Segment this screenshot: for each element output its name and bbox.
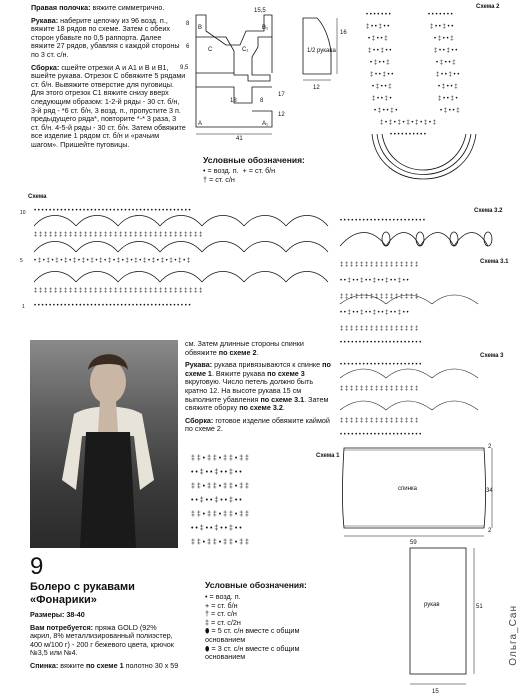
pattern-half-sleeve	[297, 14, 357, 94]
para-text: наберите цепочку из 96 возд. п., вяжите 18 рядов по схеме. Затем с обеих сторон убавьте по 0,5 раппорта. Далее вяжите 27 рядов, убавляя с каждой стороны по 3 ст. с/н.	[31, 15, 180, 59]
article-number: 9	[30, 553, 44, 580]
svg-text:‡ • • ‡ • •: ‡ • • ‡ • •	[430, 24, 454, 30]
svg-text:• ‡ • • ‡: • ‡ • • ‡	[436, 60, 456, 66]
scheme-wide-label: Схема	[28, 194, 47, 200]
svg-text:‡ ‡ ‡ ‡ ‡ ‡ ‡ ‡ ‡ ‡ ‡ ‡ ‡ ‡ ‡: ‡ ‡ ‡ ‡ ‡ ‡ ‡ ‡ ‡ ‡ ‡ ‡ ‡ ‡ ‡ ‡	[340, 294, 419, 300]
svg-text:‡ • • ‡ • •: ‡ • • ‡ • •	[368, 48, 392, 54]
middle-instructions	[185, 340, 333, 434]
svg-text:• • ‡ • • ‡ • • ‡ • •: • • ‡ • • ‡ • • ‡ • •	[191, 525, 242, 532]
row-number-1: 1	[22, 304, 25, 310]
para-bold: по схеме 2	[218, 347, 257, 357]
svg-text:‡ ‡ ‡ ‡ ‡ ‡ ‡ ‡ ‡ ‡ ‡ ‡ ‡ ‡ ‡: ‡ ‡ ‡ ‡ ‡ ‡ ‡ ‡ ‡ ‡ ‡ ‡ ‡ ‡ ‡ ‡	[340, 262, 419, 268]
model-photo	[30, 340, 178, 548]
scheme-2-diagram	[360, 4, 480, 194]
dim-2a: 2	[488, 444, 492, 450]
para-text: см. Затем длинные стороны спинки обвяжите	[185, 339, 304, 357]
para-text: вкруговую. Число петель должно быть кратно 12. На высоте рукава 15 см выполните убавления	[185, 377, 314, 404]
label-A1: A₁	[262, 121, 269, 127]
svg-text:• ‡ • • ‡: • ‡ • • ‡	[434, 36, 454, 42]
dim-17: 17	[278, 92, 285, 98]
svg-text:‡ • • ‡ • •: ‡ • • ‡ • •	[370, 72, 394, 78]
legend-item: = возд. п.	[207, 166, 239, 175]
single-crochet-icon: +	[205, 600, 210, 610]
svg-text:• ‡ • • ‡ •: • ‡ • • ‡ •	[374, 108, 398, 114]
materials-text: пряжа GOLD (92% акрил, 8% металлизированный полиэстер, 400 м/100 г) - 200 г бежевого цвета, крючок №3,5 или №4.	[30, 622, 174, 658]
svg-text:• • ‡ • • ‡ • • ‡ • •: • • ‡ • • ‡ • • ‡ • •	[191, 469, 242, 476]
materials-head: Вам потребуется:	[30, 622, 94, 632]
para-bold: по схеме 3.1	[260, 394, 305, 404]
svg-text:‡ • • ‡ •: ‡ • • ‡ •	[438, 96, 458, 102]
svg-text:‡ • • ‡ • •: ‡ • • ‡ • •	[436, 72, 460, 78]
dim-51: 51	[476, 604, 483, 610]
svg-text:‡ • • ‡ • •: ‡ • • ‡ • •	[434, 48, 458, 54]
legend-bottom	[205, 580, 325, 662]
para-text: сшейте отрезки А и А1 и В и В1, вшейте рукава. Отрезок С обвяжите 5 рядами ст. б/н. Вывяжите отверстие для пуговицы. Для этого отрезок С1 вяжите снизу вверх следующим образом: 1-2-й ряды - 30 ст. б/н, 3-й ряд - *6 ст. б/н, 3 возд. п., пропустите 3 п. предыдущего ряда*, повторите *-* 3 раза, 3 ст. б/н. 4-5-й ряды - 30 ст. б/н. Затем обвяжите все изделие 1 рядом ст. б/н и «рачьим шагом». Пришейте пуговицы.	[31, 62, 186, 149]
para-text: вяжите симметрично.	[92, 3, 165, 12]
para-head: Правая полочка:	[31, 3, 91, 12]
row-number-5: 5	[20, 258, 23, 264]
svg-text:‡ • • ‡ • •: ‡ • • ‡ • •	[366, 24, 390, 30]
dim-16: 16	[340, 30, 347, 36]
dim-9-5: 9,5	[180, 65, 189, 71]
svg-text:• ‡ • • ‡: • ‡ • • ‡	[438, 84, 458, 90]
label-A: A	[198, 121, 203, 127]
para-head: Рукава:	[31, 15, 59, 25]
legend-bottom-item-3: † = ст. с/н	[205, 609, 237, 619]
label-sleeve: рукав	[424, 602, 440, 608]
sizes-value: 38-40	[66, 610, 85, 619]
svg-text:• • ‡ • • ‡ • • ‡ • • ‡ • • ‡: • • ‡ • • ‡ • • ‡ • • ‡ • • ‡ • •	[340, 278, 409, 284]
legend-top	[203, 155, 333, 184]
watermark: Ольга_Сан	[508, 605, 519, 666]
svg-text:• • • • • • • • • • • • • • •: • • • • • • • • • • • • • • • • • • • • • •	[340, 432, 422, 438]
svg-text:‡ • • ‡ •: ‡ • • ‡ •	[372, 96, 392, 102]
svg-text:‡ ‡ ‡ ‡ ‡ ‡ ‡ ‡ ‡ ‡ ‡ ‡ ‡ ‡ ‡: ‡ ‡ ‡ ‡ ‡ ‡ ‡ ‡ ‡ ‡ ‡ ‡ ‡ ‡ ‡ ‡	[340, 418, 419, 424]
back-head: Спинка:	[30, 660, 59, 670]
para-text: . Вяжите рукава	[211, 368, 266, 378]
svg-text:• ‡ • • ‡: • ‡ • • ‡	[368, 36, 388, 42]
dim-12: 12	[278, 112, 285, 118]
legend-bottom-title: Условные обозначения:	[205, 580, 307, 590]
svg-text:‡ ‡ • ‡ ‡ • ‡ ‡ • ‡ ‡: ‡ ‡ • ‡ ‡ • ‡ ‡ • ‡ ‡	[191, 511, 249, 518]
svg-text:‡ • ‡ • ‡ • ‡ • ‡ • ‡ • ‡: ‡ • ‡ • ‡ • ‡ • ‡ • ‡ • ‡	[380, 120, 436, 126]
para-text: рукава привязываются к спинке	[214, 360, 321, 370]
svg-text:‡ ‡ ‡ ‡ ‡ ‡ ‡ ‡ ‡ ‡ ‡ ‡ ‡ ‡ ‡: ‡ ‡ ‡ ‡ ‡ ‡ ‡ ‡ ‡ ‡ ‡ ‡ ‡ ‡ ‡ ‡	[340, 326, 419, 332]
svg-text:• • • • • • • • • • • • • • •: • • • • • • • • • • • • • • • • • • • • • • • • • • • • • • • • • • • • • • • • • •	[34, 208, 191, 214]
dim-15-5: 15,5	[254, 8, 266, 14]
legend-bottom-item-2: + = ст. б/н	[205, 600, 238, 610]
label-B: B	[198, 25, 203, 31]
label-C1: C₁	[242, 47, 249, 53]
label-half-sleeve-1: 1/2 рукава	[307, 48, 336, 54]
paragraph-assembly-2	[185, 417, 333, 434]
dim-18: 18	[230, 98, 237, 104]
treble-crochet-icon: ‡	[205, 617, 209, 627]
svg-text:• • • • • • • • • • • • • • •: • • • • • • • • • • • • • • • • • • • • • •	[340, 340, 422, 346]
row-number-10: 10	[20, 210, 26, 216]
dim-8: 8	[186, 21, 190, 27]
article-sizes	[30, 611, 180, 620]
para-bold: по схеме 1	[185, 360, 331, 378]
paragraph-right-front	[31, 4, 186, 13]
paragraph-assembly	[31, 64, 186, 150]
back-text-2: полотно 30 х 59	[125, 660, 179, 670]
legend-bottom-item-1: • = возд. п.	[205, 592, 241, 601]
scheme-1-diagram	[340, 440, 500, 695]
label-B1: B₁	[262, 25, 269, 31]
svg-text:• • • • • • •: • • • • • • •	[428, 12, 453, 18]
paragraph-sleeves-2: Рукава: рукава привязываются к спинке по схеме 1. Вяжите рукава по схеме 3 вкруговую. Число петель должно быть кратно 12. На высоте рукава 15 см выполните убавления по схеме 3.1. Затем свяжите оборку по схеме 3.2.	[185, 360, 331, 413]
svg-text:• • • • • • • • • • • • • • •: • • • • • • • • • • • • • • • • • • • • • • •	[340, 218, 425, 224]
para-head: Сборка:	[185, 415, 214, 425]
svg-text:• • • • • • • • • • • • • • •: • • • • • • • • • • • • • • • • • • • • • • • • • • • • • • • • • • • • • • • • • •	[34, 303, 191, 309]
dim-34: 34	[486, 488, 493, 494]
svg-text:• ‡ • • ‡: • ‡ • • ‡	[372, 84, 392, 90]
back-text: вяжите	[60, 660, 84, 670]
para-text: готовое изделие обвяжите каймой по схеме 2.	[185, 415, 330, 434]
scheme-1-label: Схема 1	[316, 453, 340, 459]
lace-stitch-diagram	[187, 450, 297, 550]
chain-stitch-icon: •	[203, 166, 206, 175]
svg-text:• • ‡ • • ‡ • • ‡ • • ‡ • • ‡: • • ‡ • • ‡ • • ‡ • • ‡ • • ‡ • •	[340, 310, 409, 316]
five-dc-cluster-icon: ⬮	[205, 626, 210, 636]
article-materials	[30, 624, 180, 658]
sizes-head: Размеры:	[30, 610, 65, 619]
dim-12b: 12	[313, 85, 320, 91]
article-title-line-1: Болеро с рукавами	[30, 581, 135, 593]
para-bold: по схеме 3.2	[239, 403, 283, 413]
svg-text:‡ ‡ • ‡ ‡ • ‡ ‡ • ‡ ‡: ‡ ‡ • ‡ ‡ • ‡ ‡ • ‡ ‡	[191, 455, 249, 462]
paragraph-sleeves	[31, 17, 186, 60]
svg-text:• ‡ • • ‡: • ‡ • • ‡	[440, 108, 460, 114]
svg-text:• • • • • • • • • •: • • • • • • • • • •	[390, 132, 427, 138]
double-crochet-icon: †	[205, 609, 209, 619]
legend-item: = ст. с/н	[209, 174, 235, 184]
legend-item: + = ст. б/н	[242, 166, 276, 175]
dim-15: 15	[432, 689, 439, 695]
dim-2b: 2	[488, 528, 492, 534]
dim-41: 41	[236, 136, 243, 142]
label-C: C	[208, 47, 213, 53]
para-head: Рукава:	[185, 360, 213, 370]
scheme-3-2-diagram	[336, 214, 496, 254]
para-head: Сборка:	[31, 62, 60, 72]
scheme-3-1-diagram	[336, 256, 496, 346]
svg-text:‡ ‡ • ‡ ‡ • ‡ ‡ • ‡ ‡: ‡ ‡ • ‡ ‡ • ‡ ‡ • ‡ ‡	[191, 539, 249, 546]
dim-6: 6	[186, 44, 190, 50]
svg-text:• ‡ • ‡ • ‡ • ‡ • ‡ • ‡ • ‡ •: • ‡ • ‡ • ‡ • ‡ • ‡ • ‡ • ‡ • ‡ • ‡ • ‡ • ‡ • ‡ • ‡ • ‡ • ‡ • ‡ • ‡ • ‡	[34, 258, 191, 264]
legend-bottom-item-5: ⬮ = 5 ст. с/н вместе с общим основанием	[205, 626, 300, 644]
dim-59: 59	[410, 540, 417, 546]
scheme-3-label: Схема 3	[480, 353, 504, 359]
svg-text:• • • • • • •: • • • • • • •	[366, 12, 391, 18]
svg-text:‡ ‡ ‡ ‡ ‡ ‡ ‡ ‡ ‡ ‡ ‡ ‡ ‡ ‡ ‡: ‡ ‡ ‡ ‡ ‡ ‡ ‡ ‡ ‡ ‡ ‡ ‡ ‡ ‡ ‡ ‡	[340, 386, 419, 392]
chain-stitch-icon: •	[205, 592, 208, 601]
article-title-line-2: «Фонарики»	[30, 594, 97, 606]
label-back: спинка	[398, 486, 418, 492]
article-back	[30, 662, 180, 671]
svg-text:• ‡ • • ‡: • ‡ • • ‡	[370, 60, 390, 66]
scheme-3-diagram	[336, 358, 496, 440]
legend-top-row-2	[203, 176, 333, 185]
para-bold: по схеме 3	[267, 368, 305, 378]
svg-text:‡ ‡ • ‡ ‡ • ‡ ‡ • ‡ ‡: ‡ ‡ • ‡ ‡ • ‡ ‡ • ‡ ‡	[191, 483, 249, 490]
legend-top-title: Условные обозначения:	[203, 155, 305, 165]
article-block	[30, 553, 180, 671]
para-text: . Затем свяжите оборку	[185, 394, 329, 413]
three-dc-cluster-icon: ⬮	[205, 643, 210, 653]
model-photo-illustration	[30, 340, 178, 548]
back-bold: по схеме 1	[85, 660, 124, 670]
svg-text:• • ‡ • • ‡ • • ‡ • •: • • ‡ • • ‡ • • ‡ • •	[191, 497, 242, 504]
svg-text:‡ ‡ ‡ ‡ ‡ ‡ ‡ ‡ ‡ ‡ ‡ ‡ ‡ ‡ ‡: ‡ ‡ ‡ ‡ ‡ ‡ ‡ ‡ ‡ ‡ ‡ ‡ ‡ ‡ ‡ ‡ ‡ ‡ ‡ ‡ ‡ ‡ ‡ ‡ ‡ ‡ ‡ ‡ ‡ ‡ ‡ ‡ ‡ ‡	[34, 288, 203, 294]
scheme-3-2-label: Схема 3.2	[474, 208, 503, 214]
double-crochet-icon: †	[203, 174, 207, 184]
dim-8b: 8	[260, 98, 264, 104]
paragraph-back-edges: см. Затем длинные стороны спинки обвяжите по схеме 2.	[185, 339, 304, 357]
scheme-2-label: Схема 2	[476, 4, 500, 10]
svg-text:• • • • • • • • • • • • • • •: • • • • • • • • • • • • • • • • • • • • • •	[340, 362, 422, 368]
top-instructions	[31, 4, 186, 150]
scheme-wide-diagram	[20, 204, 332, 314]
scheme-3-1-label: Схема 3.1	[480, 259, 509, 265]
sleeve-panel-outline	[410, 548, 466, 674]
legend-bottom-item-6: ⬮ = 3 ст. с/н вместе с общим основанием	[205, 643, 300, 662]
legend-bottom-item-4: ‡ = ст. с/2н	[205, 617, 241, 627]
svg-text:‡ ‡ ‡ ‡ ‡ ‡ ‡ ‡ ‡ ‡ ‡ ‡ ‡ ‡ ‡: ‡ ‡ ‡ ‡ ‡ ‡ ‡ ‡ ‡ ‡ ‡ ‡ ‡ ‡ ‡ ‡ ‡ ‡ ‡ ‡ ‡ ‡ ‡ ‡ ‡ ‡ ‡ ‡ ‡ ‡ ‡ ‡ ‡ ‡	[34, 232, 203, 238]
